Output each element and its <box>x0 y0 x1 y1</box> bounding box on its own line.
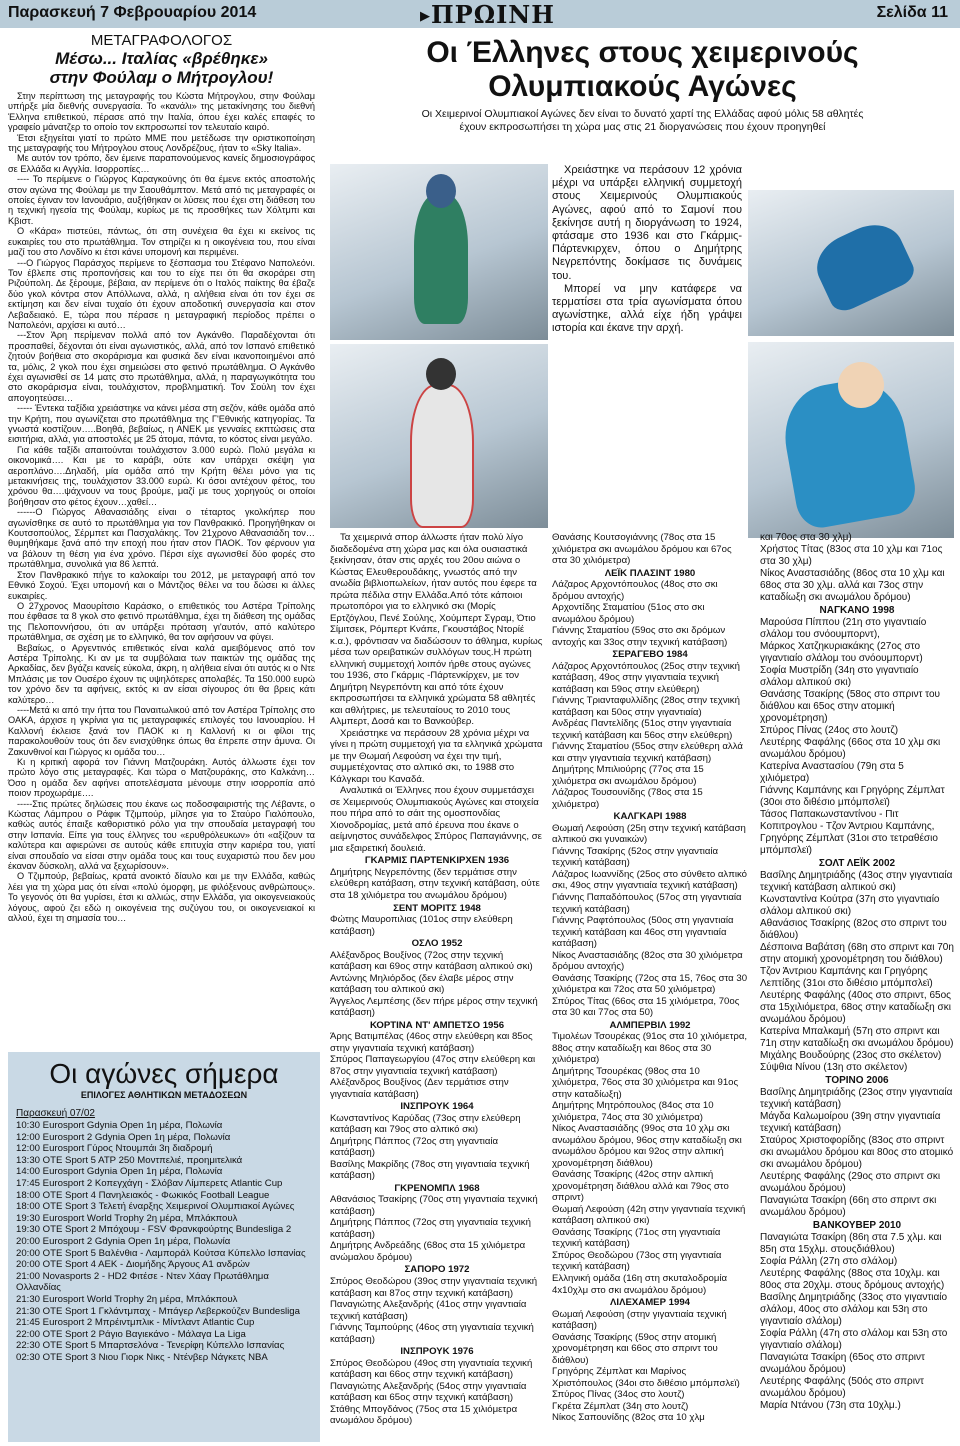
athlete-entry: Λευτέρης Φαφάλης (66ος στα 10 χλμ σκι ανωμάλου δρόμου) <box>760 737 941 760</box>
athlete-entry: Ανδρέας Παντελίδης (51ος στην γιγαντιαία τεχνική κατάβαση και 56ος στην ελεύθερη) <box>552 718 733 741</box>
athlete-entry: Παναγιώτα Τσακίρη (66η στο σπριντ σκι ανωμάλου δρόμου) <box>760 1195 937 1218</box>
athlete-entry: Λάζαρος Αρχοντόπουλος (48ος στο σκι δρόμου αντοχής) <box>552 579 718 602</box>
games-year-heading: ΣΕΝΤ ΜΟΡΙΤΣ 1948 <box>393 902 481 914</box>
athlete-entry: Δημήτρης Μητρόπουλος (84ος στα 10 χιλιόμετρα, 74ος στα 30 χιλιόμετρα) <box>552 1100 714 1123</box>
athlete-entry: Βασίλης Δημητριάδης (23ος στην γιγαντιαία τεχνική κατάβαση) <box>760 1087 953 1110</box>
article-headline <box>330 36 955 104</box>
athlete-entry: Κωνσταντίνος Καρύδας (73ος στην ελεύθερη κατάβαση και 79ος στο αλπικό σκι) <box>330 1112 521 1136</box>
broadcast-item: 12:00 Eurosport 2 Gdynia Open 1η μέρα, Πολωνία <box>16 1131 231 1143</box>
broadcast-item: 18:00 OTE Sport 3 Τελετή έναρξης Χειμερινοί Ολυμπιακοί Αγώνες <box>16 1201 295 1213</box>
athlete-entry: Θωμαή Λεφούση (25η στην τεχνική κατάβαση αλπικού σκι γυναικών) <box>552 822 746 846</box>
athlete-entry: Αλέξανδρος Βουξίνος (Δεν τερμάτισε στην γιγαντιαία κατάβαση) <box>330 1077 509 1100</box>
athlete-entry: Άγγελος Λεμπέσης (δεν πήρε μέρος στην τεχνική κατάβαση) <box>330 995 538 1019</box>
athlete-entry: Δημήτρης Ανδρεάδης (68ος στα 15 χιλιόμετρα ανώμαλου δρόμου) <box>330 1240 526 1263</box>
athlete-entry: Γιάννης Παπαδόπουλος (57ος στη γιγαντιαία τεχνική κατάβαση) <box>552 891 742 915</box>
athlete-entry: Τζον Άντριου Καμπάνης και Γρηγόρης Λεπτίδης (31οι στο διθέσιο μπόμπσλεϊ) <box>760 966 933 989</box>
athlete-entry: Θανάσης Τσακίρης (42ος στην αλπική χρονομέτρηση διάθλου αλλά και 79ος στο σπριντ) <box>552 1169 729 1204</box>
broadcast-item: 13:30 OTE Sport 5 ATP 250 Μοντπελιέ, προημιτελικά <box>16 1154 243 1166</box>
broadcast-item: 14:00 Eurosport Gdynia Open 1η μέρα, Πολωνία <box>16 1166 223 1178</box>
results-column-2 <box>552 532 748 1424</box>
column-body <box>8 91 315 924</box>
subhead-line: έχουν εκπροσωπήσει τη χώρα μας στις 21 διοργανώσεις που έχουν προηγηθεί <box>459 121 826 133</box>
athlete-entry: Παναγιώτα Τσακίρη (86η στα 7.5 χλμ. και 85η στα 15χλμ. στουςδιάθλου) <box>760 1232 942 1255</box>
headline-line: Μέσω... Ιταλίας «βρέθηκε» <box>55 49 268 68</box>
broadcast-item: 20:00 Eurosport 2 Gdynia Open 1η μέρα, Πολωνία <box>16 1235 231 1247</box>
broadcast-item: 22:00 OTE Sport 2 Ράγιο Βαγιεκάνο - Μάλαγα La Liga <box>16 1328 246 1340</box>
athlete-entry: Λευτέρης Φαφάλης (29ος στο σπριντ σκι ανωμάλου δρόμου) <box>760 1171 941 1194</box>
games-year-heading: ΣΑΠΟΡΟ 1972 <box>404 1264 470 1276</box>
athlete-entry: Τάσος Παπακωνσταντίνου - Πιτ Κοπιτρογλου - Τζον Άντριου Καμπάνης, Γρηγόρης Ζέμπλατ (31οι στο τετραθέσιο μπόμπσλεϊ) <box>760 809 938 856</box>
athlete-entry: Τα χειμερινά σπορ άλλωστε ήταν πολύ λίγο διαδεδομένα στη χώρα μας και όλα ουσιαστικά ξεκίνησαν, όταν στις αρχές του 20ου αιώνα ο Κώστας Ελευθερουδάκης, γνωστός από την ανωδία βιβλιοπωλείων, ήταν αυτός που έφερε τα πρώτα πέδιλα στην Ελλάδα.Από τότε κάποιοι πρωτοπόροι για το ελληνικό σκι (Μορίς Ερτζόγλου, Πενέ Σούλης, Χούμπερτ Σγραμ, Ότιο Σίμιτσεκ, Ρόμπερτ Κνάπε, Γκουστάβος Ντορίέ κ.α.), φρόντισαν να διαδώσουν το άθλημα, κυρίως μέσα των ορειβατικών συλλόγων τους.Η πρώτη ελληνική συμμετοχή λοιπόν ήρθε στους αγώνες του 1936, στο Γκάρμις -Πάρτενκίρχεν, με τον Δημήτρη Νεγρεπόντη και από τότε έχουν εκπροσωπήσει τα ελληνικά χρώματα 58 αθλητές και αθλήτριες, με τελευταίους το 2010 τους Αλμπερτ, Δοσά και το Βανκούβερ. <box>330 532 543 728</box>
athlete-entry: Γιάννης Σταματίου (59ος στο σκι δρόμων αντοχής και 33ος στην τεχνική κατάβαση) <box>552 625 728 648</box>
broadcast-item: 20:00 OTE Sport 4 AEK - Διομήδης Άργους Α1 ανδρών <box>16 1259 250 1271</box>
broadcast-item: 22:30 OTE Sport 5 Μπαρτσελόνα - Τενερίφη Κύπελλο Ισπανίας <box>16 1340 285 1352</box>
athlete-entry: Κωνσταντίνα Κούτρα (37η στο γιγαντιαίο σλάλομ αλπικού σκι) <box>760 894 940 917</box>
column-paragraph: Ο Τζιμπούρ, βεβαίως, κρατά ανοικτό δίαυλο και με την Ελλάδα, καθώς λέει για τη χώρα μας ότι είναι «πολύ όμορφη, με φιλόξενους ανθρώπους». Το γεγονός ότι θα γυρίσει, έτσι κι αλλιώς, στην Ελλάδα, για οικογενειακούς λόγους, αφού ζει εδώ η οικογένεια της συζύγου του, οι οικογενειακοί κι αλλού, έχει τη σημασία του… <box>8 871 315 924</box>
results-column-3 <box>760 532 954 1412</box>
article-header <box>330 36 955 134</box>
athlete-entry: Σπύρος Θεοδώρου (39ος στην γιγαντιαία τεχνική κατάβαση και 87ος στην τεχνική κατάβαση) <box>330 1276 538 1299</box>
athlete-entry: Γκρέτα Ζέμπλατ (34η στο λουτζ) <box>552 1400 689 1412</box>
athlete-entry: Δημήτρης Μπιλιούρης (77ος στα 15 χιλιόμετρα σκι ανωμάλου δρόμου) <box>552 764 704 787</box>
results-column-1 <box>330 532 544 1427</box>
athlete-entry: Λευτέρης Φαφάλης (50ός στο σπριντ ανωμάλου δρόμου) <box>760 1376 924 1399</box>
play-arrow-icon: ▶ <box>420 9 431 24</box>
column-paragraph: Έτσι εξηγείται γιατί το πρώτο ΜΜΕ που μετέδωσε την οριστικοποίηση της μεταγραφής του Μήτρογλου στους Λονδρέζους, ήταν το «Sky Italia». <box>8 132 315 154</box>
athlete-entry: Αναλυτικά οι Έλληνες που έχουν συμμετάσχει σε Χειμερινούς Ολυμπιακούς Αγώνες και στοιχεία που πήρα από το σάιτ της ομοσπονδίας Χιονοδρομίας, μετά από έρευνα που έκανε ο αείμνηστος συνάδελφος Σπύρος Παπαγιάννης, σε μια εξαιρετική δουλειά. <box>330 785 542 854</box>
column-kicker: ΜΕΤΑΓΡΑΦΟΛΟΓΟΣ <box>90 32 233 49</box>
games-year-heading: ΣΕΡΑΓΕΒΟ 1984 <box>612 649 688 661</box>
athlete-entry: Γιάννης Τριανταφυλλίδης (28ος στην τεχνική κατάβαση και 50ος στην γιγαντιαία) <box>552 695 740 718</box>
column-paragraph: Στην περίπτωση της μεταγραφής του Κώστα Μήτρογλου, στην Φούλαμ υπήρξε μία διεθνής συνεργασία. Το «κανάλι» της μετακίνησης του διεθνή Έλληνα επιθετικού, πέρασε από την Ιταλία, όπου έχει καλές επαφές το γραφείο μάνατζερ το οποίο τον εκπροσωπεί τον τελευταίο καιρό. <box>8 91 315 133</box>
games-year-heading: ΚΑΛΓΚΑΡΙ 1988 <box>613 811 687 823</box>
athlete-entry: Θανάσης Τσακίρης (59ος στην ατομική χρονομέτρηση και 66ος στο σπριντ του διάθλου) <box>552 1331 718 1366</box>
todays-games-box <box>8 1052 320 1442</box>
athlete-entry: Αθανάσιος Τσακίρης (70ος στη γιγαντιαία τεχνική κατάβαση) <box>330 1194 538 1217</box>
athlete-entry: Σπύρος Πίνας (24ος στο λουτζ) <box>760 725 899 736</box>
athlete-entry: Γρηγόρης Ζέμπλατ και Μαρίνος Χριστόπουλος (34οι στο διθέσιο μπόμπσλεϊ) <box>552 1366 740 1389</box>
athlete-entry: Σπύρος Παπαγεωργίου (47ος στην ελεύθερη και 87ος στην γιγαντιαία τεχνική κατάβαση) <box>330 1054 536 1077</box>
athlete-entry: Αντώνης Μηλιόρδος (δεν έλαβε μέρος στην κατάβαση του αλπικού σκι) <box>330 972 514 996</box>
page-number: Σελίδα 11 <box>876 4 948 21</box>
column-paragraph: ---- Το περίμενε ο Γιώργος Καραγκούνης ότι θα έμενε εκτός αποστολής στον αγώνα της Φούλαμ με την Σαουθάμπτον. Μετά από τις μεταγραφές οι οποίες έγιναν τον Ιανουάριο, αυξήθηκαν οι λύσεις που έχει στη διάθεση του η τεχνική ηγεσία της Φούλαμ, κυρίως με τις προσθήκες των Χόλτμπι και Κβιστ. <box>8 174 315 226</box>
athlete-entry: Νίκος Αναστασιάδης (86ος στα 10 χλμ και 68ος στα 30 χλμ. αλλά και 73ος στην καταδίωξη σκι ανωμάλου δρόμου) <box>760 568 945 603</box>
athlete-entry: Θωμαή Λεφούση (42η στην γιγαντιαία τεχνική κατάβαση αλπικού σκι) <box>552 1203 746 1227</box>
column-paragraph: ----Μετά κι από την ήττα του Παναιτωλικού από τον Αστέρα Τρίπολης στο ΟΑΚΑ, άρχισε η γκρίνια για τις μεταγραφικές επιλογές του Ιανουαρίου. Η Καλλονή έκλεισε ξανά τον ΠΑΟΚ κι η Καλλονή κι οι φίλοι της παρακολουθούν τους ότι δεν ενισχύθηκε όπως θα έπρεπε στην άμυνα. Οι Ζακυνθινοί και Γιώργος κι ομάδα του… <box>8 704 315 757</box>
photo-slalom-skier <box>748 190 954 336</box>
broadcast-item: 21:30 Eurosport World Trophy 2η μέρα, Μπλάκπουλ <box>16 1293 238 1305</box>
broadcast-item: 21:30 OTE Sport 1 Γκλάντμπαχ - Μπάγερ Λεβερκούζεν Bundesliga <box>16 1305 300 1317</box>
athlete-entry: Σοφία Ράλλη (27η στο σλάλομ) <box>760 1256 898 1267</box>
athlete-entry: Τιμολέων Τσουρέκας (91ος στα 10 χιλιόμετρα, 88ος στην καταδίωξη και 86ος στα 30 χιλιόμετρα) <box>552 1031 748 1066</box>
athlete-entry: Κατερίνα Αναστασίου (79η στα 5 χιλιόμετρα) <box>760 761 904 784</box>
athlete-entry: Θανάσης Κουτσογιάννης (78ος στα 15 χιλιόμετρα σκι ανωμάλου δρόμου και 67ος στα 30 χιλιόμετρα) <box>552 532 732 567</box>
athlete-entry: Παναγιώτης Αλεξανδρής (54ος στην γιγαντιαία κατάβαση και 65ος στην τεχνική κατάβαση) <box>330 1380 527 1404</box>
games-year-heading: ΑΛΜΠΕΡΒΙΛ 1992 <box>609 1019 691 1031</box>
athlete-entry: Δημήτρης Πάππος (72ος στη γιγαντιαία κατάβαση) <box>330 1135 499 1159</box>
athlete-entry: Σοφία Ράλλη (47η στο σλάλομ και 53η στο γιγαντιαίο σλάλομ) <box>760 1328 948 1351</box>
photo-alpine-skier <box>330 164 548 340</box>
broadcast-item: 19:30 OTE Sport 2 Μπόχουμ - FSV Φρανκφούρτης Bundesliga 2 <box>16 1224 292 1236</box>
athlete-entry: Δημήτρης Πάππος (72ος στη γιγαντιαία τεχνική κατάβαση) <box>330 1217 531 1240</box>
column-paragraph: Βεβαίως, ο Αργεντινός επιθετικός είναι καλά αμειβόμενος από τον Αστέρα Τρίπολης. Κι αν με τα συμβόλαια των παικτών της ομάδας της Αρκαδίας, δεν βγάζει κανείς εύκολα, άκρη, η αλήθεια είναι ότι αυτός κι ο Ντε Μπλάσις με τον Ουσέρο έχουν τις υψηλότερες απολαβές. Τα 150.000 ευρώ τον χρόνο δεν τα αφήνεις, εκτός κι αν είσαι σίγουρος ότι θα βρεις κάτι καλύτερο… <box>8 642 315 705</box>
athlete-entry: Νίκος Αναστασιάδης (82ος στα 30 χιλιόμετρα δρόμου αντοχής) <box>552 949 743 973</box>
athlete-entry: Λευτέρης Φαφάλης (88ος στα 10χλμ. και 80ος στα 20χλμ. στους δρόμους αντοχής) <box>760 1268 945 1291</box>
intro-paragraph: Χρειάστηκε να περάσουν 12 χρόνια μέχρι να υπάρξει ελληνική συμμετοχή στους Χειμερινούς Ολυμπιακούς Αγώνες, αφού από το Σαμονί που ξεκίνησε αυτή η διοργάνωση το 1924, φτάσαμε στο 1936 και στο Γκάρμις-Πάρτενκιρχεν, όπου ο Δημήτρης Νεγρεπόντης δοκίμασε τις δυνάμεις του. <box>552 164 742 282</box>
athlete-entry: Βασίλης Δημητριάδης (43ος στην γιγαντιαία τεχνική κατάβαση αλπικού σκι) <box>760 870 953 893</box>
column-paragraph: Στον Πανθρακικό πήγε το καλοκαίρι του 2012, με μεταγραφή από τον Εθνικό Σοχού. Έχει υπομονή και ο Μάντζιος θέλει να του δώσει κι άλλες ευκαιρίες. <box>8 569 315 601</box>
games-year-heading: ΣΟΛΤ ΛΕΪΚ 2002 <box>818 858 896 869</box>
athlete-entry: Λευτέρης Φαφάλης (40ος στο σπριντ, 65ος στα 15χιλιόμετρα, 68ος στην καταδίωξη σκι ανωμάλου δρόμου) <box>760 990 951 1025</box>
athlete-entry: Λάζαρος Αρχοντόπουλος (25ος στην τεχνική κατάβαση, 49ος στην γιγαντιαία τεχνική κατάβαση και 59ος στην ελεύθερη) <box>552 660 740 695</box>
athlete-entry: Άρης Βατιμπέλας (46ος στην ελεύθερη και 85ος στην γιγαντιαία τεχνική κατάβαση) <box>330 1031 533 1054</box>
column-paragraph: ------Ο Γιώργος Αθανασιάδης είναι ο τέταρτος γκολκήπερ που αγωνίσθηκε σε αυτό το πρωτάθλημα για τον Πανθρακικό. Προηγήθηκαν οι Κουτσοπούλος, Σέρμπετ και Πασχαλάκης. Τον 21χρονο Αθανασιάδη τον…θυμηθήκαμε ξανά από την εποχή που ήταν στον ΠΑΟΚ. Τον φέρνουν για να βάλουν τη θέση για ένα χρόνο. Πέρσι είχε αγωνισθεί δύο φορές στο πρωτάθλημα, συνολικά για 86 λεπτά. <box>8 507 315 570</box>
broadcast-list <box>8 1120 320 1363</box>
column-paragraph: -----Στις πρώτες δηλώσεις που έκανε ως ποδοσφαιριστής της Λέβαντε, ο Κώστας Λάμπρου ο Ράφικ Τζιμπούρ, μίλησε για το Σταύρο Γιαλόπουλο, καθώς αυτός έπαιξε καθοριστικό ρόλο για την σπουδαία μεταγραφή του στην Ισπανία. Είπε για τους έλληνες του «ερυθρόλευκων» ότι «αξίζουν τα καλύτερα και αφιερώνει σε αυτούς κάθε επιτυχία στην καριέρα του, γιατί είναι σπουδαίο να είσαι στην ομάδα τους και τους ευχαριστώ που δεν μου έκαναν δύσκολη, αλλά να ξεχωρίσουν». <box>8 798 315 872</box>
headline-line: Ολυμπιακούς Αγώνες <box>488 70 797 103</box>
games-year-heading: ΚΟΡΤΙΝΑ ΝΤ' ΑΜΠΕΤΣΟ 1956 <box>369 1019 505 1031</box>
box-subtitle: ΕΠΙΛΟΓΕΣ ΑΘΛΗΤΙΚΩΝ ΜΕΤΑΔΟΣΕΩΝ <box>80 1090 248 1100</box>
article-subhead <box>330 108 955 134</box>
athlete-entry: Σοφία Μυστρίδη (34η στο γιγαντιαίο σλάλομ αλπικού σκι) <box>760 665 919 688</box>
athlete-entry: Μαρία Ντάνου (73η στα 10χλμ.) <box>760 1400 901 1411</box>
athlete-entry: Αθανάσιος Τσακίρης (82ος στο σπριντ του διάθλου) <box>760 918 947 941</box>
athlete-entry: και 70ος στα 30 χλμ) <box>760 532 852 543</box>
athlete-entry: Μάρκος Χατζηκυριακάκης (27ος στο γιγαντιαίο σλάλομ του σνόουμπορντ) <box>760 641 923 664</box>
games-year-heading: ΙΝΣΠΡΟΥΚ 1976 <box>400 1346 474 1358</box>
photo-cross-country-skier <box>748 342 954 538</box>
games-year-heading: ΓΚΡΕΝΟΜΠΛ 1968 <box>394 1182 480 1194</box>
athlete-entry: Χρήστος Τίτας (83ος στα 10 χλμ και 71ος στα 30 χλμ) <box>760 544 943 567</box>
box-title: Οι αγώνες σήμερα <box>49 1058 279 1089</box>
athlete-entry: Θανάσης Τσακίρης (58ος στο σπριντ του διάθλου και 65ος στην ατομική χρονομέτρηση) <box>760 689 941 724</box>
broadcast-item: 19:30 Eurosport World Trophy 2η μέρα, Μπλάκπουλ <box>16 1212 238 1224</box>
games-year-heading: ΝΑΓΚΑΝΟ 1998 <box>819 605 895 616</box>
brand-name: ΠΡΩΙΝΗ <box>431 0 555 29</box>
athlete-entry: Σταύρος Χριστοφορίδης (83ος στο σπριντ σκι ανωμάλου δρόμου και 80ος στο ατομικό σκι ανωμάλου δρόμου) <box>760 1135 954 1170</box>
intro-paragraph: Μπορεί να μην κατάφερε να τερματίσει στα τρία αγωνίσματα όπου αγωνίστηκε, αλλά είχε ήδη γράψει ιστορία και έκανε την αρχή. <box>552 282 742 335</box>
athlete-entry: Μαρούσα Πίππου (21η στο γιγαντιαίο σλάλομ του σνόουμπορντ), <box>760 617 927 640</box>
broadcast-item: 18:00 OTE Sport 4 Πανηλειακός - Φωκικός Football League <box>16 1189 270 1201</box>
broadcast-item: 02:30 OTE Sport 3 Νιου Γιορκ Νικς - Ντένβερ Νάγκετς NBA <box>16 1351 268 1363</box>
column-paragraph: Με αυτόν τον τρόπο, δεν έμεινε παραπονούμενος κανείς δημοσιογράφος σε Ελλάδα κι Αγγλία. Ισορροπίες… <box>8 153 315 174</box>
broadcast-item: 21:45 Eurosport 2 Μπρέιντμπλικ - Μίντλαντ Atlantic Cup <box>16 1317 255 1329</box>
athlete-entry: Γιάννης Σταματίου (55ος στην ελεύθερη αλλά και στην γιγαντιαία τεχνική κατάβαση) <box>552 741 743 764</box>
athlete-entry: Μιχάλης Βουδούρης (23ος στο σκέλετον) <box>760 1050 942 1061</box>
column-paragraph: Ο 27χρονος Μαουρίτσιο Καράσκο, ο επιθετικός του Αστέρα Τρίπολης που έφθασε τα 8 γκολ στο φετινό πρωτάθλημα, έχει τη διάθεση της ομάδας της Πελοποννήσου, ότι αν υπάρξει πρόταση γι'αυτόν, από καλύτερο πρωτάθλημα, σε σχέση με το ελληνικό, θα τον αφήσουν να φύγει. <box>8 600 315 643</box>
athlete-entry: Βασίλης Δημητριάδης (33ος στο γιγαντιαίο σλάλομ, 40ος στο σλάλομ και 53η στο γιγαντιαίο σλάλομ) <box>760 1292 948 1327</box>
subhead-line: Οι Χειμερινοί Ολυμπιακοί Αγώνες δεν είναι το δυνατό χαρτί της Ελλάδας αφού μόλις 58 αθλητές <box>421 108 864 120</box>
athlete-entry: Αλέξανδρος Βουξίνος (72ος στην τεχνική κατάβαση και 69ος στην κατάβαση αλπικού σκι) <box>330 949 533 973</box>
broadcast-item: 12:00 Eurosport Γύρος Ντουμπάι 3η διαδρομή <box>16 1143 213 1155</box>
athlete-entry: Θανάσης Τσακίρης (71ος στη γιγαντιαία τεχνική κατάβαση) <box>552 1226 721 1250</box>
headline-line: Οι Έλληνες στους χειμερινούς <box>426 36 859 69</box>
athlete-entry: Αρχοντίδης Σταματίου (51ος στο σκι ανωμάλου δρόμου) <box>552 602 705 625</box>
box-day: Παρασκευή 07/02 <box>16 1108 95 1119</box>
athlete-entry: Σύψθια Νίνου (13η στο σκέλετον) <box>760 1062 908 1073</box>
broadcast-item: 20:00 OTE Sport 5 Βαλένθια - Λαμποράλ Κούτσα Κύπελλο Ισπανίας <box>16 1247 306 1259</box>
athlete-entry: Σπύρος Τίτας (66ος στα 15 χιλιόμετρα, 70ος στα 30 και 77ος στα 50) <box>552 995 740 1019</box>
newspaper-logo <box>420 0 555 29</box>
column-paragraph: Για κάθε ταξίδι απαιτούνται τουλάχιστον 3.000 ευρώ. Πολύ μεγάλα κι οικονομικά…. Και με το καράβι, ούτε καν υπάρχει σκέψη για αεροπλάνο….Δηλαδή, μία ομάδα από την Κρήτη θέλει μόνο για τις μετακινήσεις της, τουλάχιστον 33.000 ευρώ. Κι όσοι αντέχουν φέτος, του χρόνου θα….ψάχνουν να τους βρούμε, μαζί με τους χορηγούς οι οποίοι βοήθησαν στο φέτος έχουν…χαθεί… <box>8 444 315 507</box>
athlete-entry: Παναγιώτα Τσακίρη (65ος στο σπριντ ανωμάλου δρόμου) <box>760 1352 925 1375</box>
athlete-entry: Νίκος Σαπουνίδης (82ος στα 10 χλμ <box>552 1412 705 1424</box>
athlete-entry: Λάζαρος Τουσουνίδης (78ος στα 15 χιλιόμετρα) <box>552 787 703 810</box>
athlete-entry: Θωμαή Λεφούση (στην γιγαντιαία τεχνική κατάβαση) <box>552 1308 727 1332</box>
athlete-entry: Παναγιώτης Αλεξανδρής (41ος στην γιγαντιαία τεχνική κατάβαση) <box>330 1299 527 1322</box>
athlete-entry: Δημήτρης Τσουρέκας (98ος στα 10 χιλιόμετρα, 76ος στα 30 χιλιόμετρα και 91ος στην καταδίωξη) <box>552 1065 739 1100</box>
athlete-entry: Γιάννης Καμπάνης και Γρηγόρης Ζέμπλατ (30οι στο διθέσιο μπόμπσλεϊ) <box>760 785 945 808</box>
athlete-entry: Θανάσης Τσακίρης (72ος στα 15, 76ος στα 30 χιλιόμετρα και 72ος στα 50 χιλιόμετρα) <box>552 972 748 996</box>
athlete-entry: Χρειάστηκε να περάσουν 28 χρόνια μέχρι να γίνει η πρώτη συμμετοχή για τα ελληνικά χρώματα με την Θωμαή Λεφούση να έχει την τιμή, συμμετέχοντας στο αλπικό σκι, το 1988 στο Κάλγκαρι του Καναδά. <box>330 727 543 785</box>
athlete-entry: Μάγδα Καλωμοίρου (39η στην γιγαντιαία τεχνική κατάβαση) <box>760 1111 941 1134</box>
broadcast-item: 10:30 Eurosport Gdynia Open 1η μέρα, Πολωνία <box>16 1120 223 1131</box>
athlete-entry: Σπύρος Πίνας (34ος στο λουτζ) <box>552 1389 685 1401</box>
games-year-heading: ΓΚΑΡΜΙΣ ΠΑΡΤΕΝΚΙΡΧΕΝ 1936 <box>364 855 510 867</box>
athlete-entry: Γιάννης Τσακίρης (52ος στην γιγαντιαία τεχνική κατάβαση) <box>552 845 719 869</box>
athlete-entry: Σπύρος Θεοδώρου (49ος στη γιγαντιαία τεχνική κατάβαση και 66ος στην τεχνική κατάβαση) <box>330 1357 533 1381</box>
athlete-entry: Ελληνική ομάδα (16η στη σκυταλοδρομία 4x10χλμ στο σκι ανωμάλου δρόμου) <box>552 1273 728 1296</box>
article-intro <box>552 164 742 336</box>
broadcast-item: 17:45 Eurosport 2 Κοπεγχάγη - Σλόβαν Λίμπερετς Atlantic Cup <box>16 1177 283 1189</box>
column-paragraph: Ο «Κάρα» πιστεύει, πάντως, ότι στη συνέχεια θα έχει κι εκείνος τις ευκαιρίες του στο πρωτάθλημα. Τον στηρίζει κι η οικογένεια του, που είναι μαζί του στο Λονδίνο κι έτσι κάνει υπομονή και περιμένει. <box>8 226 315 258</box>
games-year-heading: ΛΙΛΕΧΑΜΕΡ 1994 <box>610 1297 690 1309</box>
athlete-entry: Λάζαρος Ιωαννίδης (25ος στο σύνθετο αλπικό σκι, 49ος στην γιγαντιαία τεχνική κατάβαση) <box>552 868 747 892</box>
athlete-entry: Φώτης Μαυροπιλιας (101ος στην ελεύθερη κατάβαση) <box>330 914 513 937</box>
athlete-entry: Σπύρος Θεοδώρου (73ος στη γιγαντιαία τεχνική κατάβαση) <box>552 1249 722 1273</box>
page-header <box>0 0 960 28</box>
athlete-entry: Στάθης Μπογδάνος (75ος στα 15 χιλιόμετρα ανωμάλου δρόμου) <box>330 1403 518 1427</box>
column-headline <box>8 49 315 87</box>
games-year-heading: ΛΕΪΚ ΠΛΑΣΙΝΤ 1980 <box>604 567 696 579</box>
athlete-entry: Νίκος Αναστασιάδης (99ος στα 10 χλμ σκι ανωμάλου δρόμου, 96ος στην καταδίωξη σκι ανωμάλου δρόμου και 92ος στην αλπική χρονομέτρηση διάθλου) <box>552 1123 742 1169</box>
games-year-heading: ΙΝΣΠΡΟΥΚ 1964 <box>400 1101 474 1113</box>
athlete-entry: Δέσποινα Βαβάτση (68η στο σπριντ και 70η στην ατομική χρονομέτρηση του διάθλου) <box>760 942 954 965</box>
transfer-column <box>8 32 315 924</box>
games-year-heading: ΤΟΡΙΝΟ 2006 <box>825 1075 889 1086</box>
athlete-entry: Δημήτρης Νεγρεπόντης (δεν τερμάτισε στην ελεύθερη κατάβαση, στην τεχνική κατάβαση, ούτε στα 18 χιλιόμετρα του ανωμάλου δρόμου) <box>330 866 540 901</box>
column-paragraph: Κι η κριτική αφορά τον Γιάννη Ματζουράκη. Αυτός άλλωστε έχει τον πρώτο λόγο στις μεταγραφές. Και τώρα ο Ματζουράκης, στο Καλκάνη… Όσο η ομάδα δεν αφήνει αποτελέσματα μένουμε στην ισορροπία από ποιον προχωράμε…. <box>8 757 315 799</box>
games-year-heading: ΒΑΝΚΟΥΒΕΡ 2010 <box>812 1220 902 1231</box>
photo-biathlete <box>330 344 548 528</box>
games-year-heading: ΟΣΛΟ 1952 <box>411 938 463 950</box>
athlete-entry: Γιάννης Ραφτόπουλος (50ος στη γιγαντιαία τεχνική κατάβαση και 46ος στη γιγαντιαία κατάβαση) <box>552 915 734 950</box>
athlete-entry: Κατερίνα Μπαλκαμή (57η στο σπριντ και 71η στην καταδίωξη σκι ανωμάλου δρόμου) <box>760 1026 954 1049</box>
column-paragraph: ----- Έντεκα ταξίδια χρειάστηκε να κάνει μέσα στη σεζόν, κάθε ομάδα από την Κρήτη, που αγωνίζεται στο πρωτάθλημα της Γ'Εθνικής κατηγορίας. Τα γνωστά κοστίζουν…..Βοηθά, βεβαίως, η ΑΝΕΚ με γενναίες εκπτώσεις στα εισιτήρια, αλλά, για αποστολές με 25 άτομα, πάντα, το κόστος είναι μεγάλο. <box>8 403 315 445</box>
issue-date: Παρασκευή 7 Φεβρουαρίου 2014 <box>8 4 257 21</box>
column-paragraph: ---Ο Γιώργος Παράσχος περίμενε το ξέσπασμα του Στέφανο Ναπολεόνι. Τον έβλεπε στις προπονήσεις και του το είχε πει ότι θα σκοράρει στη Ριζούπολη. Δε ξέρουμε, βέβαια, αν περίμενε ότι ο Ιταλός παίκτης θα έβαζε δύο γκολ κόντρα στον Απόλλωνα, αλλά, η αλήθεια είναι ότι τον έχει σε εκτίμηση και δεν είναι τυχαίο ότι έχουν αποδοτική συνεργασία και στον Λεβαδειακό. Ε, τώρα που πέρασε η μεταγραφική περίοδος πρέπει ο Ναπολεόνι, αρχίσει κι αυτό… <box>8 257 315 330</box>
athlete-entry: Γιάννης Ταμπούρης (46ος στη γιγαντιαία τεχνική κατάβαση) <box>330 1322 534 1345</box>
broadcast-item: 21:00 Novasports 2 - HD2 Φιτέσε - Ντεν Χάαγ Πρωτάθλημα Ολλανδίας <box>16 1270 269 1294</box>
headline-line: στην Φούλαμ ο Μήτρογλου! <box>49 68 274 87</box>
column-paragraph: ---Στον Άρη περίμεναν πολλά από τον Αγκάνθο. Παραδέχονται ότι προσπαθεί, δέχονται ότι είναι αγωνιστικός, αλλά, από τον Ισπανό επιθετικό ζητούν βοήθεια στο σκοράρισμα και φυσικά δεν είναι ικανοποιημένοι από τα, μόλις, 2 γκολ που έχει σημειώσει στο φετινό πρωτάθλημα. Ο Αγκάνθο έχει αγωνισθεί σε 14 ματς στο πρωτάθλημα, αλλά, η παραγωγικότητα του στο σκοράρισμα είναι, τουλάχιστον, προβληματική. Τον Σούλη τον έχει απογοητεύσει… <box>8 330 315 403</box>
athlete-entry: Βασίλης Μακρίδης (78ος στη γιγαντιαία τεχνική κατάβαση) <box>330 1158 530 1182</box>
